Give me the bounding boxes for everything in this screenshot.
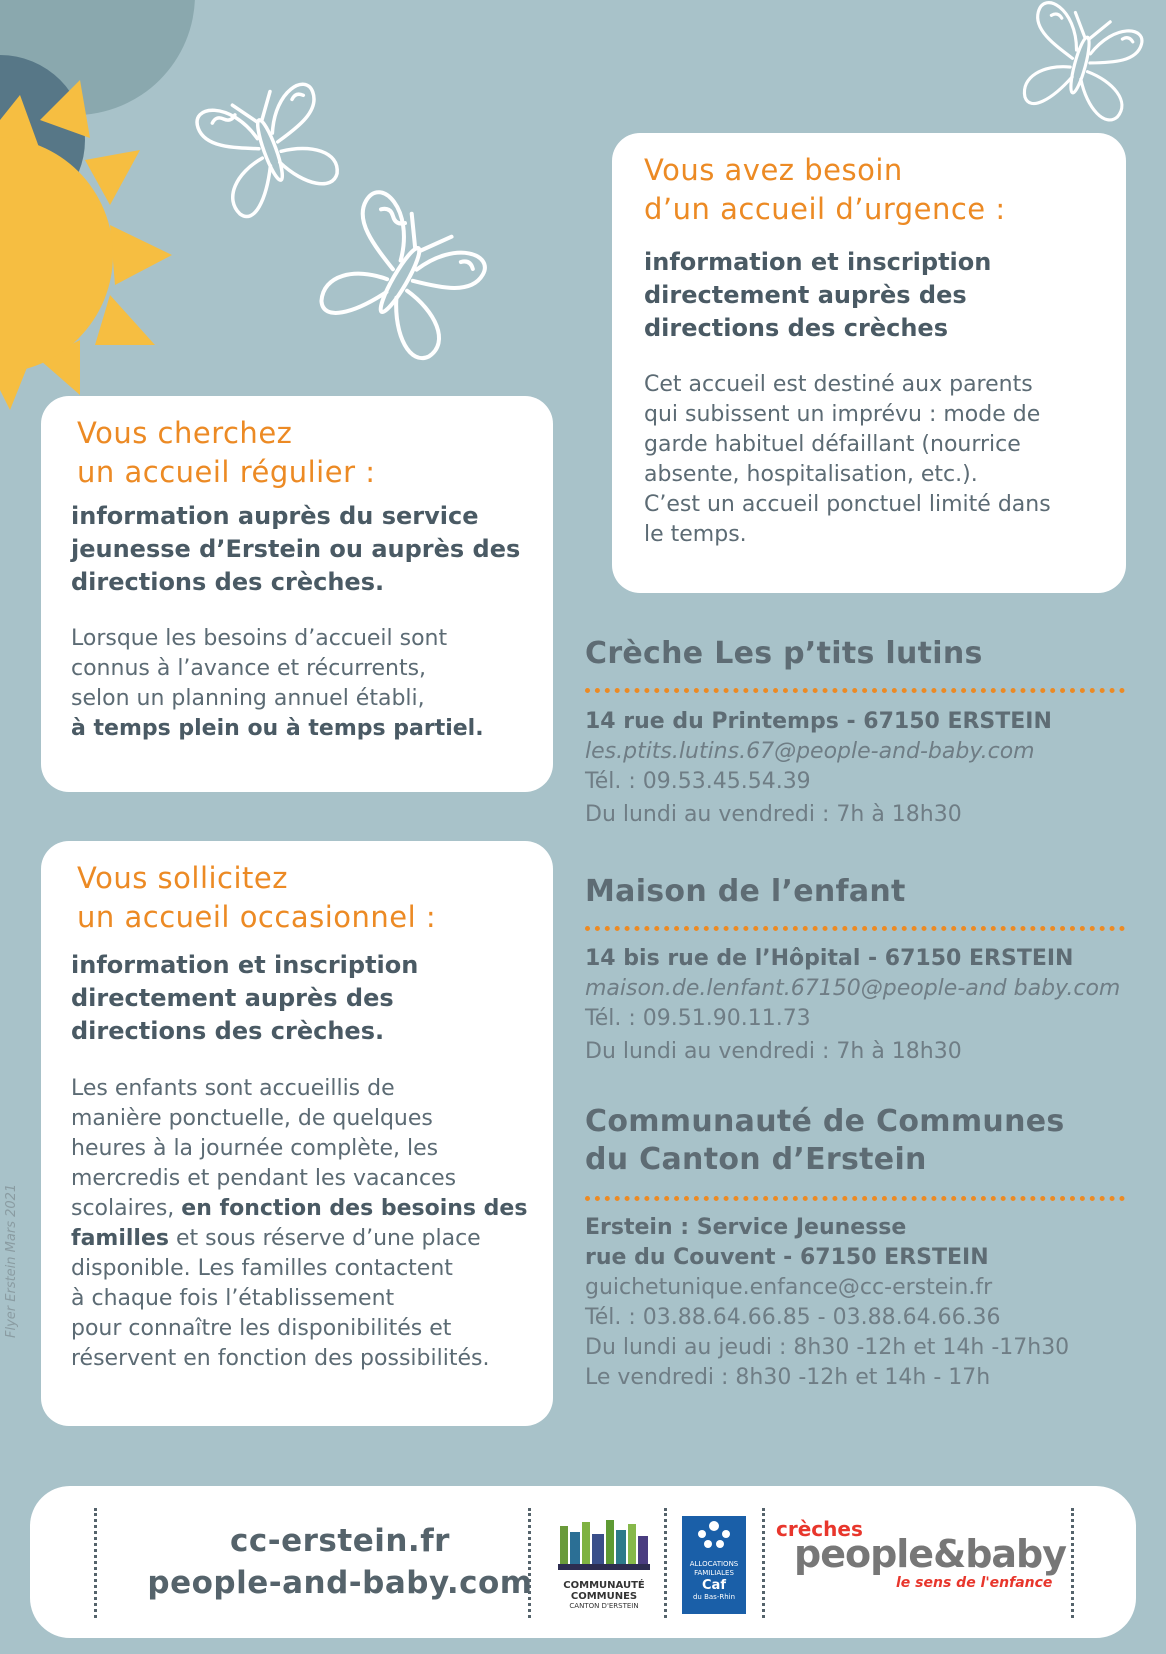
communaute-divider <box>585 1196 1125 1201</box>
communaute-phone: Tél. : 03.88.64.66.85 - 03.88.64.66.36 <box>585 1305 1001 1330</box>
maison-info <box>585 944 1120 1067</box>
footer-separator <box>94 1508 97 1618</box>
communaute-name-line2: du Canton d’Erstein <box>585 1142 927 1177</box>
regulier-title-line1: Vous cherchez <box>77 416 293 450</box>
occasionnel-info-line: information et inscription <box>71 951 419 979</box>
footer-separator <box>528 1508 531 1618</box>
occasionnel-body-pre: scolaires, <box>71 1196 182 1221</box>
footer-separator <box>762 1508 765 1618</box>
occasionnel-body-line: Les enfants sont accueillis de <box>71 1076 395 1101</box>
urgence-card <box>612 133 1126 593</box>
footer-site-cc-erstein[interactable]: cc-erstein.fr <box>230 1523 450 1559</box>
occasionnel-title-line1: Vous sollicitez <box>77 861 288 895</box>
regulier-body-bold: à temps plein ou à temps partiel. <box>71 716 484 741</box>
lutins-info <box>585 707 1052 830</box>
footer-separator <box>1071 1508 1074 1618</box>
logo-cc-erstein-graphic <box>556 1516 652 1576</box>
occasionnel-body-post: et sous réserve d’une place <box>168 1226 481 1251</box>
logo-cc-text-2: COMMUNES <box>570 1591 638 1602</box>
maison-email[interactable]: maison.de.lenfant.67150@people-and baby.com <box>585 976 1121 1001</box>
footer-site-people-and-baby[interactable]: people-and-baby.com <box>147 1565 533 1601</box>
maison-hours: Du lundi au vendredi : 7h à 18h30 <box>585 1039 962 1064</box>
logo-pb-main: people&baby <box>794 1532 1067 1576</box>
occasionnel-body-line: disponible. Les familles contactent <box>71 1256 453 1281</box>
urgence-body-line: qui subissent un imprévu : mode de <box>644 402 1041 427</box>
urgence-body-line: Cet accueil est destiné aux parents <box>644 372 1033 397</box>
occasionnel-body-line: mercredis et pendant les vacances <box>71 1166 457 1191</box>
urgence-title-line1: Vous avez besoin <box>644 153 903 187</box>
regulier-info-line: jeunesse d’Erstein ou auprès des <box>71 535 521 563</box>
communaute-hours-friday: Le vendredi : 8h30 -12h et 14h - 17h <box>585 1365 991 1390</box>
maison-phone: Tél. : 09.51.90.11.73 <box>585 1006 811 1031</box>
urgence-body-line: absente, hospitalisation, etc.). <box>644 462 978 487</box>
communaute-hours-week: Du lundi au jeudi : 8h30 -12h et 14h -17h30 <box>585 1335 1070 1360</box>
logo-caf-text-4: du Bas-Rhin <box>692 1593 736 1601</box>
occasionnel-body-bold: en fonction des besoins des <box>181 1196 528 1221</box>
urgence-info-line: directement auprès des <box>644 281 967 309</box>
occasionnel-card <box>41 841 553 1426</box>
communaute-email[interactable]: guichetunique.enfance@cc-erstein.fr <box>585 1275 993 1300</box>
communaute-service: Erstein : Service Jeunesse <box>585 1215 907 1240</box>
logo-pb-top: crèches <box>776 1517 863 1541</box>
occasionnel-body-line: pour connaître les disponibilités et <box>71 1316 452 1341</box>
occasionnel-info-line: directions des crèches. <box>71 1017 385 1045</box>
logo-people-baby <box>776 1518 1106 1618</box>
lutins-name: Crèche Les p’tits lutins <box>585 636 983 671</box>
lutins-divider <box>585 688 1125 693</box>
logo-pb-tagline: le sens de l'enfance <box>896 1575 1053 1591</box>
logo-caf-text-2: FAMILIALES <box>694 1569 734 1577</box>
regulier-info-line: directions des crèches. <box>71 568 385 596</box>
logo-caf <box>682 1516 746 1614</box>
occasionnel-title-line2: un accueil occasionnel : <box>77 900 437 934</box>
occasionnel-body-line: réservent en fonction des possibilités. <box>71 1346 490 1371</box>
sun-icon <box>0 80 172 410</box>
logo-caf-text-3: Caf <box>702 1578 726 1593</box>
logo-cc-text-1: COMMUNAUTÉ <box>563 1580 645 1591</box>
side-note: Flyer Erstein Mars 2021 <box>4 1183 19 1338</box>
occasionnel-body-line: manière ponctuelle, de quelques <box>71 1106 433 1131</box>
maison-address: 14 bis rue de l’Hôpital - 67150 ERSTEIN <box>585 946 1074 971</box>
lutins-hours: Du lundi au vendredi : 7h à 18h30 <box>585 802 962 827</box>
occasionnel-info-line: directement auprès des <box>71 984 394 1012</box>
urgence-title-line2: d’un accueil d’urgence : <box>644 192 1006 226</box>
regulier-title-line2: un accueil régulier : <box>77 455 376 489</box>
lutins-phone: Tél. : 09.53.45.54.39 <box>585 769 811 794</box>
regulier-body-line: connus à l’avance et récurrents, <box>71 656 427 681</box>
regulier-body-line: Lorsque les besoins d’accueil sont <box>71 626 448 651</box>
urgence-body-line: C’est un accueil ponctuel limité dans <box>644 492 1051 517</box>
communaute-name-line1: Communauté de Communes <box>585 1104 1065 1139</box>
lutins-email[interactable]: les.ptits.lutins.67@people-and-baby.com <box>585 739 1035 764</box>
occasionnel-body-line: à chaque fois l’établissement <box>71 1286 395 1311</box>
urgence-info-line: information et inscription <box>644 248 992 276</box>
communaute-address: rue du Couvent - 67150 ERSTEIN <box>585 1245 989 1270</box>
urgence-info-line: directions des crèches <box>644 314 948 342</box>
footer <box>30 1486 1136 1638</box>
footer-separator <box>664 1508 667 1618</box>
regulier-info-line: information auprès du service <box>71 502 479 530</box>
regulier-body-line: selon un planning annuel établi, <box>71 686 425 711</box>
urgence-body-line: garde habituel défaillant (nourrice <box>644 432 1021 457</box>
regulier-card <box>41 396 553 792</box>
maison-divider <box>585 926 1125 931</box>
occasionnel-body-bold: familles <box>71 1226 169 1251</box>
lutins-address: 14 rue du Printemps - 67150 ERSTEIN <box>585 709 1052 734</box>
logo-caf-graphic <box>682 1516 746 1556</box>
logo-cc-erstein <box>556 1516 652 1616</box>
logo-cc-text-3: CANTON D'ERSTEIN <box>569 1602 639 1610</box>
logo-caf-text-1: ALLOCATIONS <box>689 1560 739 1568</box>
occasionnel-body-line: heures à la journée complète, les <box>71 1136 439 1161</box>
urgence-body-line: le temps. <box>644 522 747 547</box>
maison-name: Maison de l’enfant <box>585 874 906 909</box>
communaute-info <box>585 1213 1069 1393</box>
